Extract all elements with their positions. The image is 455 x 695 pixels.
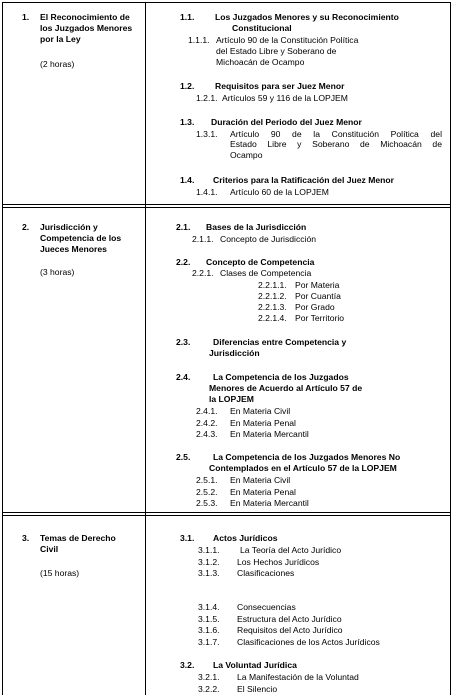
- subsection-title-line: El Silencio: [237, 684, 278, 694]
- section-number: 3.2.: [180, 660, 195, 670]
- subsection-title-line: La Teoría del Acto Jurídico: [240, 545, 342, 555]
- unit-title-line: Temas de Derecho: [40, 533, 116, 543]
- table-right-border: [450, 2, 451, 695]
- subsection-number: 3.1.4.: [198, 602, 220, 612]
- section-title-line: La Competencia de los Juzgados: [213, 372, 349, 382]
- subsection-title-line: Concepto de Jurisdicción: [220, 234, 317, 244]
- subsection-title-line: del Estado Libre y Soberano de: [216, 46, 337, 56]
- subsection-number: 3.1.7.: [198, 637, 220, 647]
- unit-hours: (2 horas): [40, 59, 75, 69]
- unit-title-line: Jueces Menores: [40, 244, 107, 254]
- row-divider-4: [2, 515, 451, 516]
- subsection-number: 2.5.1.: [196, 475, 218, 485]
- section-number: 2.4.: [176, 372, 191, 382]
- section-number: 2.5.: [176, 452, 191, 462]
- subsection-title-line: Michoacán de Ocampo: [216, 57, 305, 67]
- section-number: 1.1.: [180, 12, 195, 22]
- subsection-title-line: Artículos 59 y 116 de la LOPJEM: [222, 93, 348, 103]
- unit-title-line: Jurisdicción y: [40, 222, 98, 232]
- subsection-number: 2.4.1.: [196, 406, 218, 416]
- column-divider: [145, 2, 146, 695]
- subsection-number: 3.2.1.: [198, 672, 220, 682]
- subsection-number: 2.4.3.: [196, 429, 218, 439]
- unit-title-line: Competencia de los: [40, 233, 122, 243]
- subsection-number: 3.1.6.: [198, 625, 220, 635]
- subsection-title-line: Artículo 60 de la LOPJEM: [230, 187, 329, 197]
- subsection-title-line: Clasificaciones: [237, 568, 295, 578]
- unit-title-line: los Juzgados Menores: [40, 23, 133, 33]
- list-item-number: 2.2.1.3.: [258, 302, 287, 312]
- section-number: 1.2.: [180, 81, 195, 91]
- section-number: 2.2.: [176, 257, 191, 267]
- unit-number: 1.: [22, 12, 30, 22]
- subsection-title-block: [230, 129, 442, 160]
- subsection-number: 1.3.1.: [196, 129, 218, 139]
- row-divider-1: [2, 204, 451, 205]
- list-item-label: Por Materia: [295, 280, 340, 290]
- section-title-line: La Competencia de los Juzgados Menores No: [213, 452, 401, 462]
- section-title-line: La Voluntad Jurídica: [213, 660, 297, 670]
- section-title-line: Requisitos para ser Juez Menor: [215, 81, 345, 91]
- list-item-number: 2.2.1.4.: [258, 313, 287, 323]
- subsection-title-line: En Materia Penal: [230, 418, 296, 428]
- table-left-border: [2, 2, 3, 695]
- subsection-title-line: En Materia Penal: [230, 487, 296, 497]
- subsection-number: 2.1.1.: [192, 234, 214, 244]
- subsection-title-line: La Manifestación de la Voluntad: [237, 672, 359, 682]
- subsection-title-line: En Materia Mercantil: [230, 429, 309, 439]
- section-number: 1.4.: [180, 175, 195, 185]
- row-divider-2: [2, 207, 451, 208]
- section-title-line: Duración del Periodo del Juez Menor: [211, 117, 362, 127]
- subsection-number: 1.4.1.: [196, 187, 218, 197]
- subsection-number: 1.2.1.: [196, 93, 218, 103]
- subsection-title-line: En Materia Mercantil: [230, 498, 309, 508]
- section-title-line: Menores de Acuerdo al Artículo 57 de: [209, 383, 363, 393]
- subsection-title-line: Estado Libre y Soberano de Michoacán de: [230, 139, 442, 150]
- unit-hours: (3 horas): [40, 267, 75, 277]
- section-title-line: Criterios para la Ratificación del Juez Menor: [213, 175, 394, 185]
- subsection-number: 3.1.2.: [198, 557, 220, 567]
- section-number: 1.3.: [180, 117, 195, 127]
- section-number: 3.1.: [180, 533, 195, 543]
- list-item-label: Por Territorio: [295, 313, 345, 323]
- subsection-title-line: Consecuencias: [237, 602, 296, 612]
- section-title-line: Actos Jurídicos: [213, 533, 278, 543]
- subsection-number: 2.2.1.: [192, 268, 214, 278]
- section-title-line: la LOPJEM: [209, 394, 254, 404]
- list-item-number: 2.2.1.2.: [258, 291, 287, 301]
- unit-number: 3.: [22, 533, 30, 543]
- list-item-label: Por Cuantía: [295, 291, 341, 301]
- subsection-number: 3.1.5.: [198, 614, 220, 624]
- subsection-title-line: Artículo 90 de la Constitución Política del: [230, 129, 442, 139]
- subsection-number: 3.2.2.: [198, 684, 220, 694]
- unit-title-line: El Reconocimiento de: [40, 12, 130, 22]
- subsection-number: 3.1.1.: [198, 545, 220, 555]
- subsection-title-line: Clases de Competencia: [220, 268, 312, 278]
- section-title-line: Contemplados en el Artículo 57 de la LOPJEM: [209, 463, 397, 473]
- section-title-line: Diferencias entre Competencia y: [213, 337, 347, 347]
- subsection-number: 1.1.1.: [188, 35, 210, 45]
- section-number: 2.3.: [176, 337, 191, 347]
- unit-number: 2.: [22, 222, 30, 232]
- subsection-title-line: En Materia Civil: [230, 406, 291, 416]
- section-number: 2.1.: [176, 222, 191, 232]
- row-divider-3: [2, 512, 451, 513]
- section-title-line: Concepto de Competencia: [206, 257, 315, 267]
- subsection-title-line: Ocampo: [230, 149, 263, 160]
- subsection-number: 3.1.3.: [198, 568, 220, 578]
- section-title-line: Bases de la Jurisdicción: [206, 222, 307, 232]
- subsection-title-line: Artículo 90 de la Constitución Política: [216, 35, 359, 45]
- unit-hours: (15 horas): [40, 568, 80, 578]
- section-title-line: Constitucional: [232, 23, 292, 33]
- subsection-number: 2.4.2.: [196, 418, 218, 428]
- table-top-border: [2, 2, 451, 3]
- subsection-number: 2.5.3.: [196, 498, 218, 508]
- unit-title-line: por la Ley: [40, 34, 81, 44]
- list-item-label: Por Grado: [295, 302, 335, 312]
- list-item-number: 2.2.1.1.: [258, 280, 287, 290]
- subsection-number: 2.5.2.: [196, 487, 218, 497]
- subsection-title-line: En Materia Civil: [230, 475, 291, 485]
- subsection-title-line: Requisitos del Acto Jurídico: [237, 625, 343, 635]
- section-title-line: Jurisdicción: [209, 348, 260, 358]
- subsection-title-line: Los Hechos Jurídicos: [237, 557, 320, 567]
- subsection-title-line: Estructura del Acto Jurídico: [237, 614, 342, 624]
- unit-title-line: Civil: [40, 544, 59, 554]
- subsection-title-line: Clasificaciones de los Actos Jurídicos: [237, 637, 380, 647]
- section-title-line: Los Juzgados Menores y su Reconocimiento: [215, 12, 399, 22]
